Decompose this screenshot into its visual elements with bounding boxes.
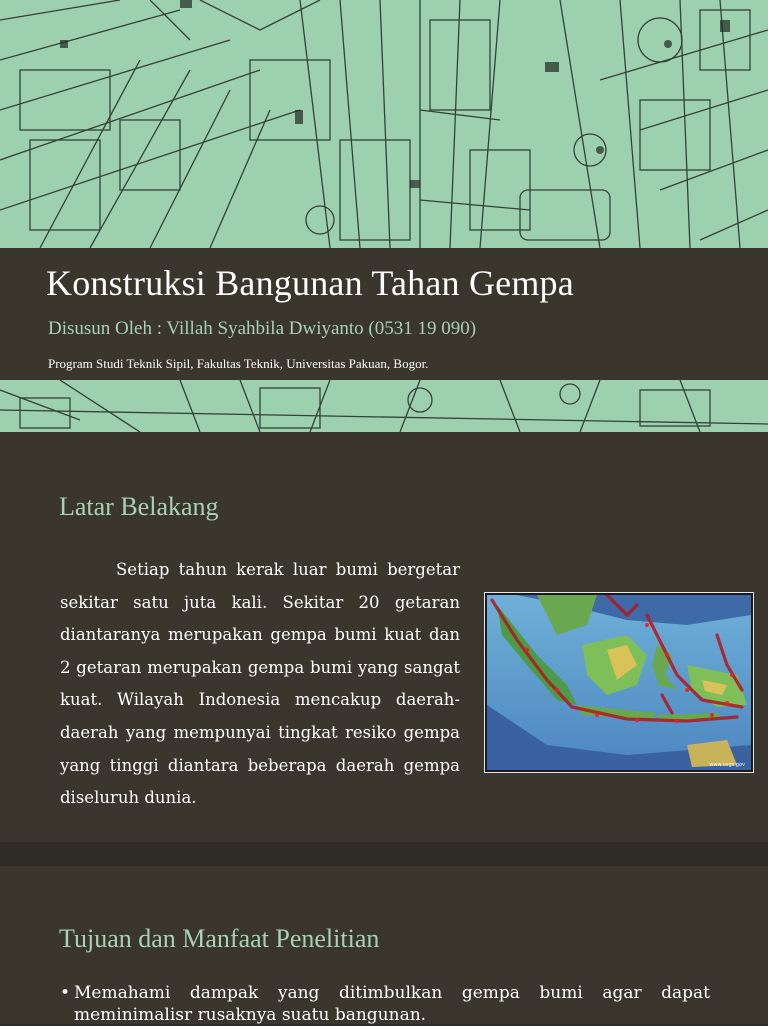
city-sketch-strip xyxy=(0,380,768,432)
indonesia-map-illustration xyxy=(487,595,751,770)
bullet-icon: • xyxy=(60,983,71,1003)
city-sketch-banner-bottom xyxy=(0,380,768,432)
objectives-bullet-list xyxy=(60,982,710,1026)
seismicity-map-image xyxy=(484,592,754,773)
city-sketch-banner-top xyxy=(0,0,768,248)
bullet-text: Memahami dampak yang ditimbulkan gempa bumi agar dapat meminimalisr rusaknya suatu bangunan. xyxy=(74,983,710,1025)
background-paragraph: Setiap tahun kerak luar bumi bergetar sekitar satu juta kali. Sekitar 20 getaran diantaranya merupakan gempa bumi kuat dan 2 getaran merupakan gempa bumi yang sangat kuat. Wilayah Indonesia mencakup daerah-daerah yang mempunyai tingkat resiko gempa yang tinggi diantara beberapa daerah gempa diseluruh dunia. xyxy=(60,560,460,808)
section-heading-latar-belakang: Latar Belakang xyxy=(59,492,219,521)
map-credit: www.usgs.gov xyxy=(709,762,745,768)
city-sketch-illustration xyxy=(0,0,768,248)
section-heading-tujuan: Tujuan dan Manfaat Penelitian xyxy=(59,924,380,953)
presentation-title: Konstruksi Bangunan Tahan Gempa xyxy=(46,263,574,303)
title-slide xyxy=(0,0,768,432)
affiliation-line: Program Studi Teknik Sipil, Fakultas Teknik, Universitas Pakuan, Bogor. xyxy=(48,356,429,371)
author-line: Disusun Oleh : Villah Syahbila Dwiyanto (0531 19 090) xyxy=(48,318,477,339)
list-item xyxy=(60,982,710,1026)
